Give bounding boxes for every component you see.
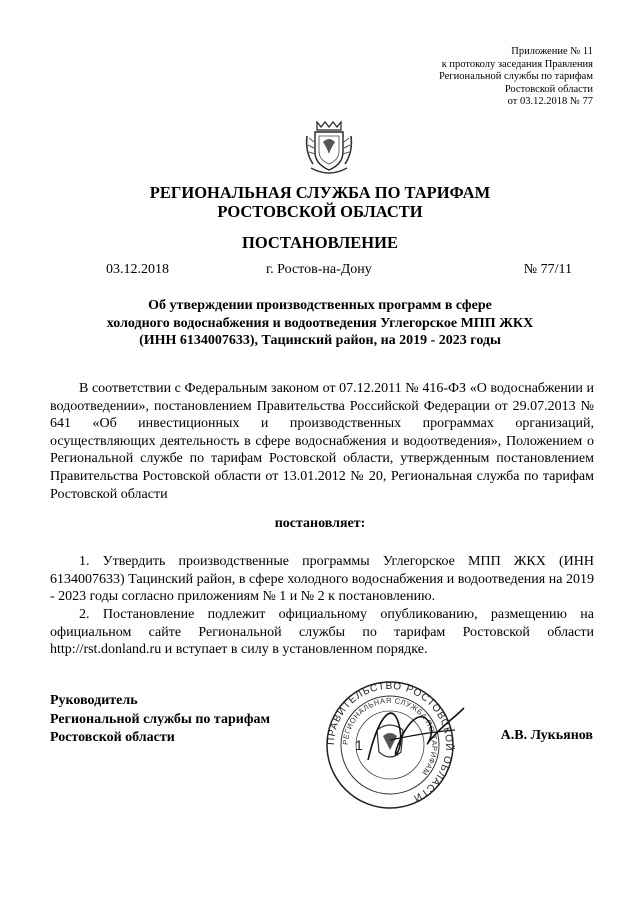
document-city: г. Ростов-на-Дону xyxy=(266,262,372,277)
signatory-position xyxy=(50,692,270,748)
signatory-position-line: Ростовской области xyxy=(50,730,175,745)
organization-name-line: РЕГИОНАЛЬНАЯ СЛУЖБА ПО ТАРИФАМ xyxy=(149,183,491,202)
seal-inner-text: РЕГИОНАЛЬНАЯ СЛУЖБА ПО ТАРИФАМ xyxy=(340,695,440,778)
appendix-line: Ростовской области xyxy=(504,83,593,95)
seal-number: 1 xyxy=(355,737,363,753)
appendix-line: от 03.12.2018 № 77 xyxy=(507,96,593,108)
document-title-line: холодного водоснабжения и водоотведения Углегорское МПП ЖКХ xyxy=(106,315,534,331)
signatory-position-line: Руководитель xyxy=(50,693,138,708)
coat-of-arms-icon xyxy=(303,118,355,180)
signatory-position-line: Региональной службы по тарифам xyxy=(50,711,271,727)
document-date: 03.12.2018 xyxy=(106,262,169,277)
appendix-line: Региональной службы по тарифам xyxy=(438,71,593,83)
document-title-line: (ИНН 6134007633), Тацинский район, на 2019 - 2023 годы xyxy=(139,333,501,348)
organization-name-line: РОСТОВСКОЙ ОБЛАСТИ xyxy=(217,202,423,221)
document-number: № 77/11 xyxy=(523,262,572,277)
preamble-paragraph: В соответствии с Федеральным законом от 07.12.2011 № 416-ФЗ «О водоснабжении и водоотведении», постановлением Правительства Российской Федерации от 29.07.2013 № 641 «Об инвестиционных и производственных программах организаций, осуществляющих деятельность в сфере водоснабжения и водоотведения», Положением о Региональной службе по тарифам Ростовской области, утвержденным постановлением Правительства Ростовской области от 13.01.2012 № 20, Региональная служба по тарифам Ростовской области xyxy=(50,381,594,502)
appendix-line: Приложение № 11 xyxy=(511,46,593,57)
resolves-heading: постановляет: xyxy=(274,516,366,531)
appendix-line: к протоколу заседания Правления xyxy=(441,58,593,70)
document-title-line: Об утверждении производственных программ в сфере xyxy=(148,298,492,313)
seal-outer-text: ПРАВИТЕЛЬСТВО РОСТОВСКОЙ ОБЛАСТИ xyxy=(325,680,455,804)
resolution-item-1: 1. Утвердить производственные программы Углегорское МПП ЖКХ (ИНН 6134007633) Тацинский район, в сфере холодного водоснабжения и водоотведения на 2019 - 2023 годы согласно приложениям № 1 и № 2 к постановлению. xyxy=(50,554,594,605)
appendix-note xyxy=(439,46,593,109)
signatory-name: А.В. Лукьянов xyxy=(500,728,593,743)
resolution-item-2: 2. Постановление подлежит официальному опубликованию, размещению на официальном сайте Региональной службы по тарифам Ростовской области http://rst.donland.ru и вступает в силу в установленном порядке. xyxy=(50,607,594,658)
handwritten-signature xyxy=(360,690,470,780)
organization-name xyxy=(0,183,640,221)
document-title xyxy=(0,297,640,350)
document-type: ПОСТАНОВЛЕНИЕ xyxy=(242,233,398,252)
